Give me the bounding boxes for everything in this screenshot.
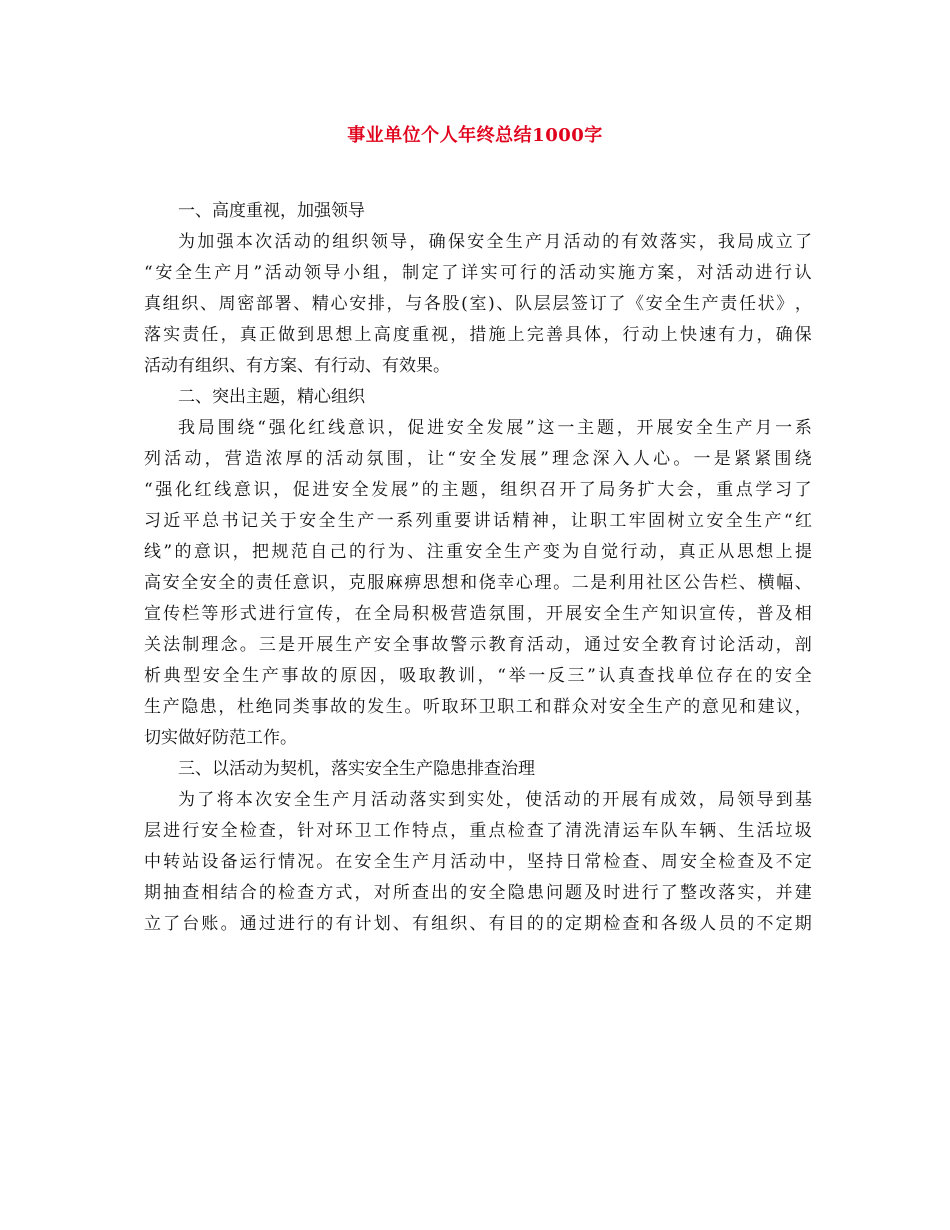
text-line: 真 组 织 、 周 密 部 署 、 精 心 安 排 ， 与 各 股 ( 室 ) 、 队 层 层 签 订 了 《 安 全 生 产 责 任 状 》 ， [144,294,812,314]
text-line: “ 强 化 红 线 意 识 ， 促 进 安 全 发 展 ” 的 主 题 ， 组 织 召 开 了 局 务 扩 大 会 ， 重 点 学 习 了 [144,480,812,500]
document-title: 事业单位个人年终总结1000字 [347,125,603,146]
text-line: 高 安 全 安 全 的 责 任 意 识 ， 克 服 麻 痹 思 想 和 侥 幸 心 理 。 二 是 利 用 社 区 公 告 栏 、 横 幅 、 [144,573,812,593]
text-line: 期 抽 查 相 结 合 的 检 查 方 式 ， 对 所 查 出 的 安 全 隐 患 问 题 及 时 进 行 了 整 改 落 实 ， 并 建 [144,883,812,903]
text-line: 线 ” 的 意 识 ， 把 规 范 自 己 的 行 为 、 注 重 安 全 生 产 变 为 自 觉 行 动 ， 真 正 从 思 想 上 提 [144,542,812,562]
text-line: 习 近 平 总 书 记 关 于 安 全 生 产 一 系 列 重 要 讲 话 精 神 ， 让 职 工 牢 固 树 立 安 全 生 产 “ 红 [144,511,812,531]
text-line: 列 活 动 ， 营 造 浓 厚 的 活 动 氛 围 ， 让 “ 安 全 发 展 ” 理 念 深 入 人 心 。 一 是 紧 紧 围 绕 [144,449,812,469]
text-line: 三、以活动为契机，落实安全生产隐患排查治理 [178,759,535,779]
text-line: 二、突出主题，精心组织 [178,387,365,407]
text-line: 切实做好防范工作。 [144,728,297,748]
text-line: 为 加 强 本 次 活 动 的 组 织 领 导 ， 确 保 安 全 生 产 月 活 动 的 有 效 落 实 ， 我 局 成 立 了 [178,232,812,252]
text-line: 一、高度重视，加强领导 [178,201,365,221]
document-body [144,196,812,940]
text-line: 为 了 将 本 次 安 全 生 产 月 活 动 落 实 到 实 处 ， 使 活 动 的 开 展 有 成 效 ， 局 领 导 到 基 [178,790,812,810]
text-line: 落 实 责 任 ， 真 正 做 到 思 想 上 高 度 重 视 ， 措 施 上 完 善 具 体 ， 行 动 上 快 速 有 力 ， 确 保 [144,325,812,345]
text-line: 关 法 制 理 念 。 三 是 开 展 生 产 安 全 事 故 警 示 教 育 活 动 ， 通 过 安 全 教 育 讨 论 活 动 ， 剖 [144,635,812,655]
text-line: 中 转 站 设 备 运 行 情 况 。 在 安 全 生 产 月 活 动 中 ， 坚 持 日 常 检 查 、 周 安 全 检 查 及 不 定 [144,852,812,872]
text-line: 层 进 行 安 全 检 查 ， 针 对 环 卫 工 作 特 点 ， 重 点 检 查 了 清 洗 清 运 车 队 车 辆 、 生 活 垃 圾 [144,821,812,841]
text-line: 生 产 隐 患 ， 杜 绝 同 类 事 故 的 发 生 。 听 取 环 卫 职 工 和 群 众 对 安 全 生 产 的 意 见 和 建 议 ， [144,697,812,717]
text-line: 立 了 台 账 。 通 过 进 行 的 有 计 划 、 有 组 织 、 有 目 的 的 定 期 检 查 和 各 级 人 员 的 不 定 期 [144,914,812,934]
text-line: 活动有组织、有方案、有行动、有效果。 [144,356,450,376]
text-line: “ 安 全 生 产 月 ” 活 动 领 导 小 组 ， 制 定 了 详 实 可 行 的 活 动 实 施 方 案 ， 对 活 动 进 行 认 [144,263,812,283]
text-line: 我 局 围 绕 “ 强 化 红 线 意 识 ， 促 进 安 全 发 展 ” 这 一 主 题 ， 开 展 安 全 生 产 月 一 系 [178,418,812,438]
text-line: 宣 传 栏 等 形 式 进 行 宣 传 ， 在 全 局 积 极 营 造 氛 围 ， 开 展 安 全 生 产 知 识 宣 传 ， 普 及 相 [144,604,812,624]
text-line: 析 典 型 安 全 生 产 事 故 的 原 因 ， 吸 取 教 训 ， “ 举 一 反 三 ” 认 真 查 找 单 位 存 在 的 安 全 [144,666,812,686]
